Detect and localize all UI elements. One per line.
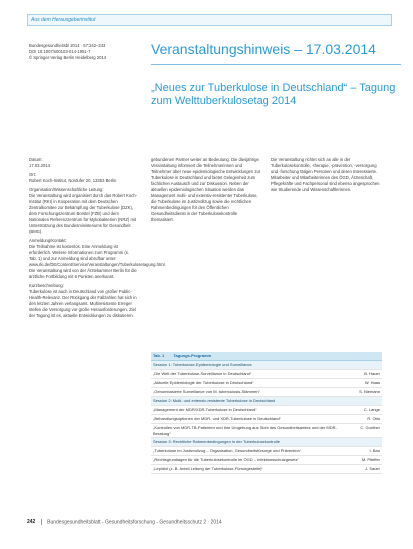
table-cell-speaker: M. Pfeiffer bbox=[361, 457, 380, 462]
table-cell-title: „Behandlungsoptionen der MDR- und XDR-Tuberkulose in Deutschland“ bbox=[153, 416, 281, 421]
table-row bbox=[151, 465, 382, 474]
table-cell-title: „Genombasierte Surveillance von M. tuberculosis-Stämmen“ bbox=[153, 389, 260, 394]
page-number: 242 bbox=[27, 519, 36, 526]
table-cell-speaker: W. Haas bbox=[364, 380, 380, 385]
summary-label: Kurzbeschreibung: bbox=[29, 283, 64, 288]
page-title: Veranstaltungshinweis – 17.03.2014 bbox=[151, 41, 401, 65]
body-column-2 bbox=[151, 157, 261, 223]
table-body bbox=[151, 361, 382, 474]
table-cell-speaker: J. Sauer bbox=[365, 466, 380, 471]
table-cell-title: „Kontrollen von MDR-TB-Patienten und ihre Umgebung aus Sicht des Gesundheitsamtes und der MDR-Beratung“ bbox=[153, 425, 337, 436]
organizer-label: Organisation/Wissenschaftliche Leitung: bbox=[29, 187, 104, 192]
table-row bbox=[151, 388, 382, 397]
table-cell-title: „Rechtsgrundlagen für die Tuberkulosekontrolle im ÖGD – Infektionsschutzgesetz“ bbox=[153, 457, 299, 462]
section-header-label: Aus dem Herausgeberinstitut bbox=[31, 17, 96, 23]
journal-name: Bundesgesundheitsblatt - Gesundheitsforschung - Gesundheitsschutz 2 · 2014 bbox=[47, 519, 222, 526]
body-column-3 bbox=[271, 157, 381, 193]
table-row bbox=[151, 415, 382, 424]
body-text: Die Veranstaltung richtet sich an alle in der Tuberkulosekontrolle, -therapie, -prävention, -versorgung und -forschung tätigen Personen und deren Interessierte. Mitarbeiter und Mitarbeiterinnen des ÖGD, Ärzteschaft, Pflegekräfte und Fachpersonal sind ebenso angesprochen wie Studierende und Wissenschaftlerinnen. bbox=[271, 157, 380, 192]
article-meta bbox=[29, 43, 124, 61]
table-row bbox=[151, 447, 382, 456]
meta-line: © Springer-Verlag Berlin Heidelberg 2014 bbox=[29, 55, 107, 60]
table-row bbox=[151, 379, 382, 388]
table-row bbox=[151, 370, 382, 379]
registration-label: Anmeldung/Kontakt: bbox=[29, 238, 67, 243]
organizer-text: Die Veranstaltung wird organisiert durch das Robert Koch-Institut (RKI) in Kooperation mit dem Deutschen Zentralkomitee zur Bekämpfung der Tuberkulose (DZK), dem Forschungszentrum Borstel (FZB) und dem Nationalen Referenzzentrum für Mykobakterien (NRZ) mit Unterstützung des Bundesministeriums für Gesundheit (BMG). bbox=[29, 193, 137, 234]
table-cell-speaker bbox=[348, 439, 380, 445]
table-section-row bbox=[151, 361, 382, 370]
summary-text: Tuberkulose ist auch in Deutschland von großer Public-Health-Relevanz. Der Rückgang der Fallzahlen hat sich in den letzten Jahren verlangsamt. Multiresistente Erreger stellen die Versorgung vor große Herausforderungen. Ziel der Tagung ist es, aktuelle Entwicklungen zu diskutieren. bbox=[29, 289, 137, 318]
table-row bbox=[151, 456, 382, 465]
table-cell-title: Session 1: Tuberkulose-Epidemiologie und Surveillance bbox=[153, 362, 252, 367]
table-cell-speaker: C. Lange bbox=[363, 407, 380, 412]
body-text: gebundenen Partner weiter an Bedeutung. Die diesjährige Veranstaltung informiert die Teilnehmerinnen und Teilnehmer über neue epidemiologische Entwicklungen zur Tuberkulose in Deutschland und bietet Gelegenheit zum fachlichen Austausch und zur Diskussion. Neben der aktuellen epidemiologischen Situation werden das Management multi- und extensiv-resistenter Tuberkulose, die Tuberkulose im Justizvollzug sowie die rechtlichen Rahmenbedingungen für den Öffentlichen Gesundheitsdienst in der Tuberkulosekontrolle thematisiert. bbox=[151, 157, 261, 222]
table-cell-speaker: C. Gunther bbox=[360, 425, 380, 430]
page-footer bbox=[27, 519, 367, 526]
registration-text: Die Teilnahme ist kostenlos. Eine Anmeldung ist erforderlich. Weitere Informationen zum Programm (s. Tab. 1) und zur Anmeldung sind abrufbar unter: www.rki.de/DE/Content/Service/Veranstaltungen/Tuberkulosetagung.html. Die Veranstaltung wird von der Ärztekammer Berlin für die ärztliche Fortbildung mit 6 Punkten anerkannt. bbox=[29, 244, 166, 279]
table-cell-title: „Die Welt der Tuberkulose-Surveillance in Deutschland“ bbox=[153, 371, 252, 376]
table-cell-title: Session 3: Rechtliche Rahmenbedingungen in der Tuberkulosekontrolle bbox=[153, 439, 280, 444]
meta-line: Bundesgesundheitsbl 2014 · 57:242–243 bbox=[29, 43, 106, 48]
table-cell-title: „Tuberkulose im Justizvollzug – Organisation, Gesundheitsfürsorge und Prävention“ bbox=[153, 448, 302, 453]
table-section-row bbox=[151, 397, 382, 406]
table-caption bbox=[151, 352, 382, 361]
date-label: Datum: bbox=[29, 157, 43, 162]
table-cell-speaker: R. Otto bbox=[367, 416, 380, 421]
table-section-row bbox=[151, 438, 382, 447]
meta-line: DOI 10.1007/s00103-014-1951-7 bbox=[29, 49, 91, 54]
info-column bbox=[29, 157, 166, 319]
table-cell-speaker bbox=[348, 398, 380, 404]
program-table bbox=[151, 352, 382, 474]
table-cell-speaker: B. Hauer bbox=[364, 371, 380, 376]
table-cell-speaker: I. Bau bbox=[369, 448, 380, 453]
place-value: Robert Koch-Institut, Nordufer 20, 13353 Berlin bbox=[29, 178, 117, 183]
section-header-bar bbox=[27, 14, 392, 26]
place-label: Ort: bbox=[29, 172, 36, 177]
date-value: 17.03.2014 bbox=[29, 163, 50, 168]
table-caption-label: Tab. 1 bbox=[153, 353, 165, 358]
table-cell-title: „Aktuelle Epidemiologie der Tuberkulose in Deutschland“ bbox=[153, 380, 254, 385]
table-row bbox=[151, 406, 382, 415]
table-cell-title: „Management der MDR/XDR-Tuberkulose in Deutschland“ bbox=[153, 407, 257, 412]
table-cell-speaker bbox=[348, 362, 380, 368]
footer-divider bbox=[41, 519, 42, 525]
table-caption-title: Tagungs-Programm bbox=[173, 353, 212, 358]
table-cell-speaker: S. Niemann bbox=[359, 389, 380, 394]
table-cell-title: Session 2: Multi- und extensiv-resistente Tuberkulose in Deutschland bbox=[153, 398, 276, 403]
table-row bbox=[151, 424, 382, 438]
table-cell-title: „Lepidiol (z. B. Anteil Leitung der Tuberkulose-Fürsorgestelle)“ bbox=[153, 466, 263, 471]
page-subtitle: „Neues zur Tuberkulose in Deutschland“ – Tagung zum Welttuberkulosetag 2014 bbox=[151, 82, 396, 107]
